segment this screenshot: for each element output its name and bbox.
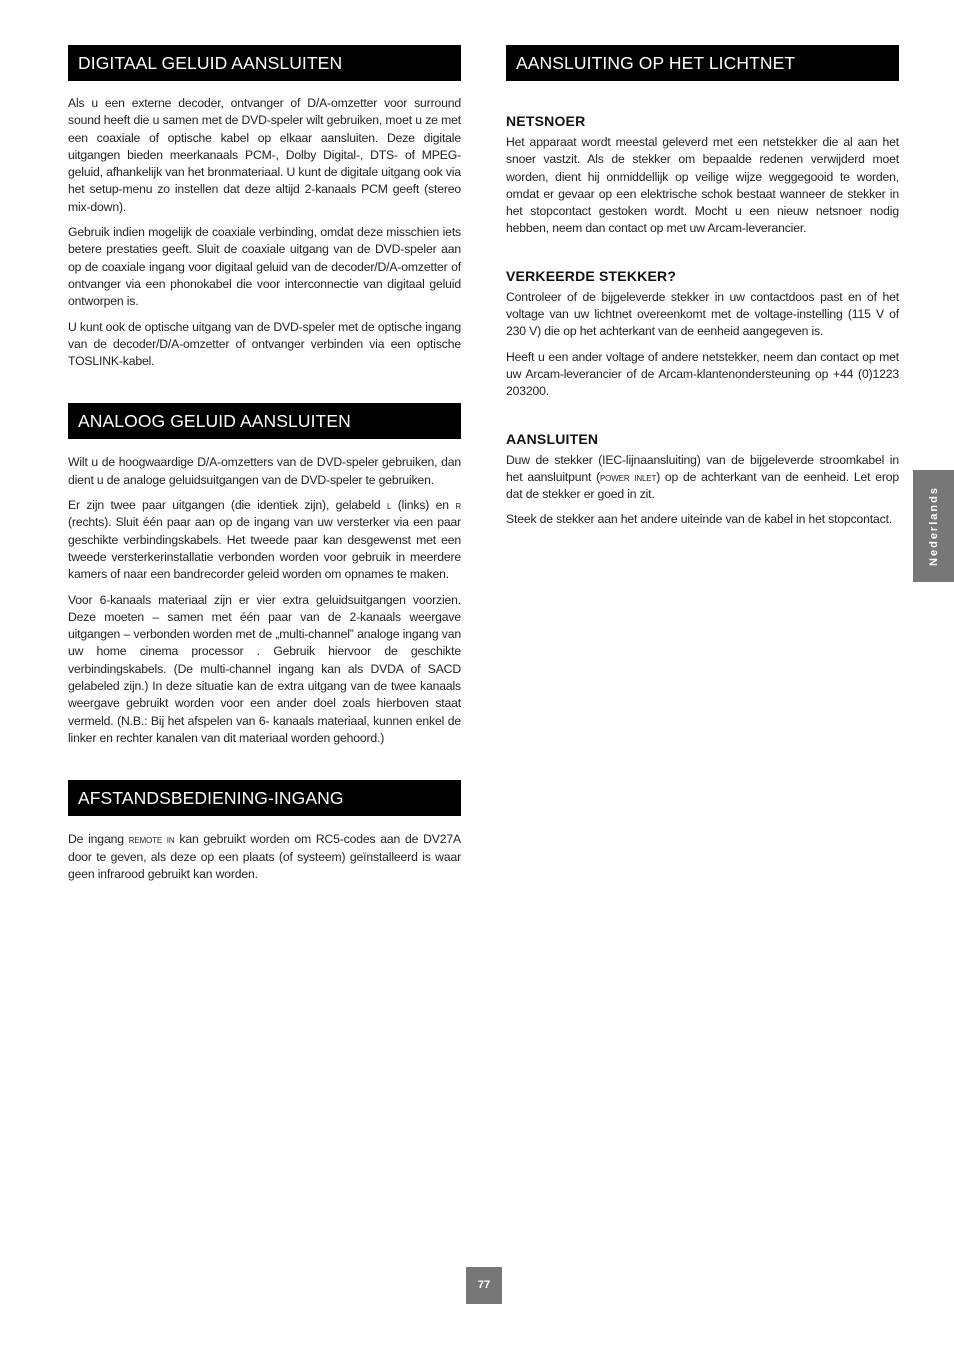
label-r: r — [455, 498, 461, 513]
paragraph: Heeft u een ander voltage of andere netstekker, neem dan contact op met uw Arcam-leverancier of de Arcam-klantenondersteuning op +44 (0)1223 203200. — [506, 349, 899, 399]
right-column — [506, 45, 899, 537]
language-side-tab — [913, 470, 954, 582]
section-heading-lichtnet: AANSLUITING OP HET LICHTNET — [506, 45, 899, 81]
page-number: 77 — [466, 1267, 502, 1304]
language-label: Nederlands — [927, 486, 940, 566]
paragraph: Voor 6-kanaals materiaal zijn er vier extra geluidsuitgangen voorzien. Deze moeten – samen met één paar van de 2-kanaals weergave uitgangen – verbonden worden met de „multi-channel” analoge ingang van uw home cinema processor . Gebruik hiervoor de geschikte verbindingskabels. (De multi-channel ingang kan als DVDA of SACD gelabeled zijn.) In deze situatie kan de extra uitgang van de twee kanaals weergave gebruikt worden voor een ander doel zoals hierboven staat vermeld. (N.B.: Bij het afspelen van 6- kanaals materiaal, kunnen enkel de linker en rechter kanalen van dit materiaal worden gehoord.) — [68, 592, 461, 745]
paragraph: Steek de stekker aan het andere uiteinde van de kabel in het stopcontact. — [506, 512, 893, 527]
text-run: kan gebruikt worden om RC5-codes aan de DV27A door te geven, als deze op een plaats (of systeem) geïnstalleerd is waar geen infrarood gebruikt kan worden. — [68, 832, 461, 881]
text-run: (links) en — [397, 498, 449, 513]
label-power-inlet: power inlet — [600, 469, 657, 484]
paragraph: U kunt ook de optische uitgang van de DVD-speler met de optische ingang van de decoder/D/A-omzetter of ontvanger verbinden via een optische TOSLINK-kabel. — [68, 319, 461, 369]
subheading-netsnoer: NETSNOER — [506, 113, 586, 129]
section-heading-digitaal: DIGITAAL GELUID AANSLUITEN — [68, 45, 461, 81]
paragraph: Controleer of de bijgeleverde stekker in uw contactdoos past en of het voltage van uw lichtnet overeenkomt met de voltage-instelling (115 V of 230 V) die op het achterkant van de eenheid aangegeven is. — [506, 289, 899, 339]
subheading-aansluiten: AANSLUITEN — [506, 430, 599, 447]
paragraph: Wilt u de hoogwaardige D/A-omzetters van de DVD-speler gebruiken, dan dient u de analoge geluidsuitgangen van de DVD-speler te gebruiken. — [68, 455, 461, 487]
paragraph: Als u een externe decoder, ontvanger of D/A-omzetter voor surround sound heeft die u samen met de DVD-speler wilt gebruiken, moet u ze met een coaxiale of optische kabel op elkaar aansluiten. Deze digitale uitgangen bieden meerkanaals PCM-, Dolby Digital-, DTS- of MPEG-geluid, afhankelijk van het bronmateriaal. U kunt de digitale uitgang ook via het setup-menu zo instellen dat deze altijd 2-kanaals PCM geeft (stereo mix-down). — [68, 96, 461, 214]
text-run: De ingang — [68, 832, 124, 847]
label-l: l — [386, 498, 392, 513]
text-run: Duw de stekker (IEC-lijnaansluiting) van de bijgeleverde stroomkabel in het aansluitpunt ( — [506, 452, 899, 484]
section-heading-analoog: ANALOOG GELUID AANSLUITEN — [68, 403, 461, 439]
section-heading-afstand: AFSTANDSBEDIENING-INGANG — [68, 780, 461, 816]
paragraph — [68, 831, 461, 883]
text-run: Er zijn twee paar uitgangen (die identiek zijn), gelabeld — [68, 498, 381, 513]
left-column — [68, 45, 461, 891]
text-run: (rechts). Sluit één paar aan op de ingang van uw versterker via een paar geschikte verbindingskabels. Het tweede paar kan desgewenst met een tweede versterkerinstallatie verbonden worden voor gebruik in meerdere kamers of naar een bandrecorder geleid worden om opnames te maken. — [68, 515, 461, 582]
label-remote-in: remote in — [128, 832, 175, 847]
paragraph — [68, 497, 461, 583]
paragraph: Het apparaat wordt meestal geleverd met een netstekker die al aan het snoer vastzit. Als de stekker om bepaalde redenen verwijderd moet worden, dient hij onmiddellijk op veilige wijze weggegooid te worden, omdat er gevaar op een elektrische schok bestaat wanneer de stekker in het stopcontact gestoken wordt. Mocht u een nieuw netsnoer nodig hebben, neem dan contact op met uw Arcam-leverancier. — [506, 135, 899, 236]
text-run: ) op de achterkant van de eenheid. Let erop dat de stekker er goed in zit. — [506, 469, 899, 502]
paragraph — [506, 452, 899, 504]
paragraph: Gebruik indien mogelijk de coaxiale verbinding, omdat deze misschien iets betere prestaties geeft. Sluit de coaxiale uitgang van de DVD-speler aan op de coaxiale ingang voor digitaal geluid van de decoder/D/A-omzetter of ontvanger via een phonokabel die voor interconnectie van digitaal geluid ontworpen is. — [68, 225, 461, 309]
subheading-verkeerde-stekker: VERKEERDE STEKKER? — [506, 267, 677, 284]
